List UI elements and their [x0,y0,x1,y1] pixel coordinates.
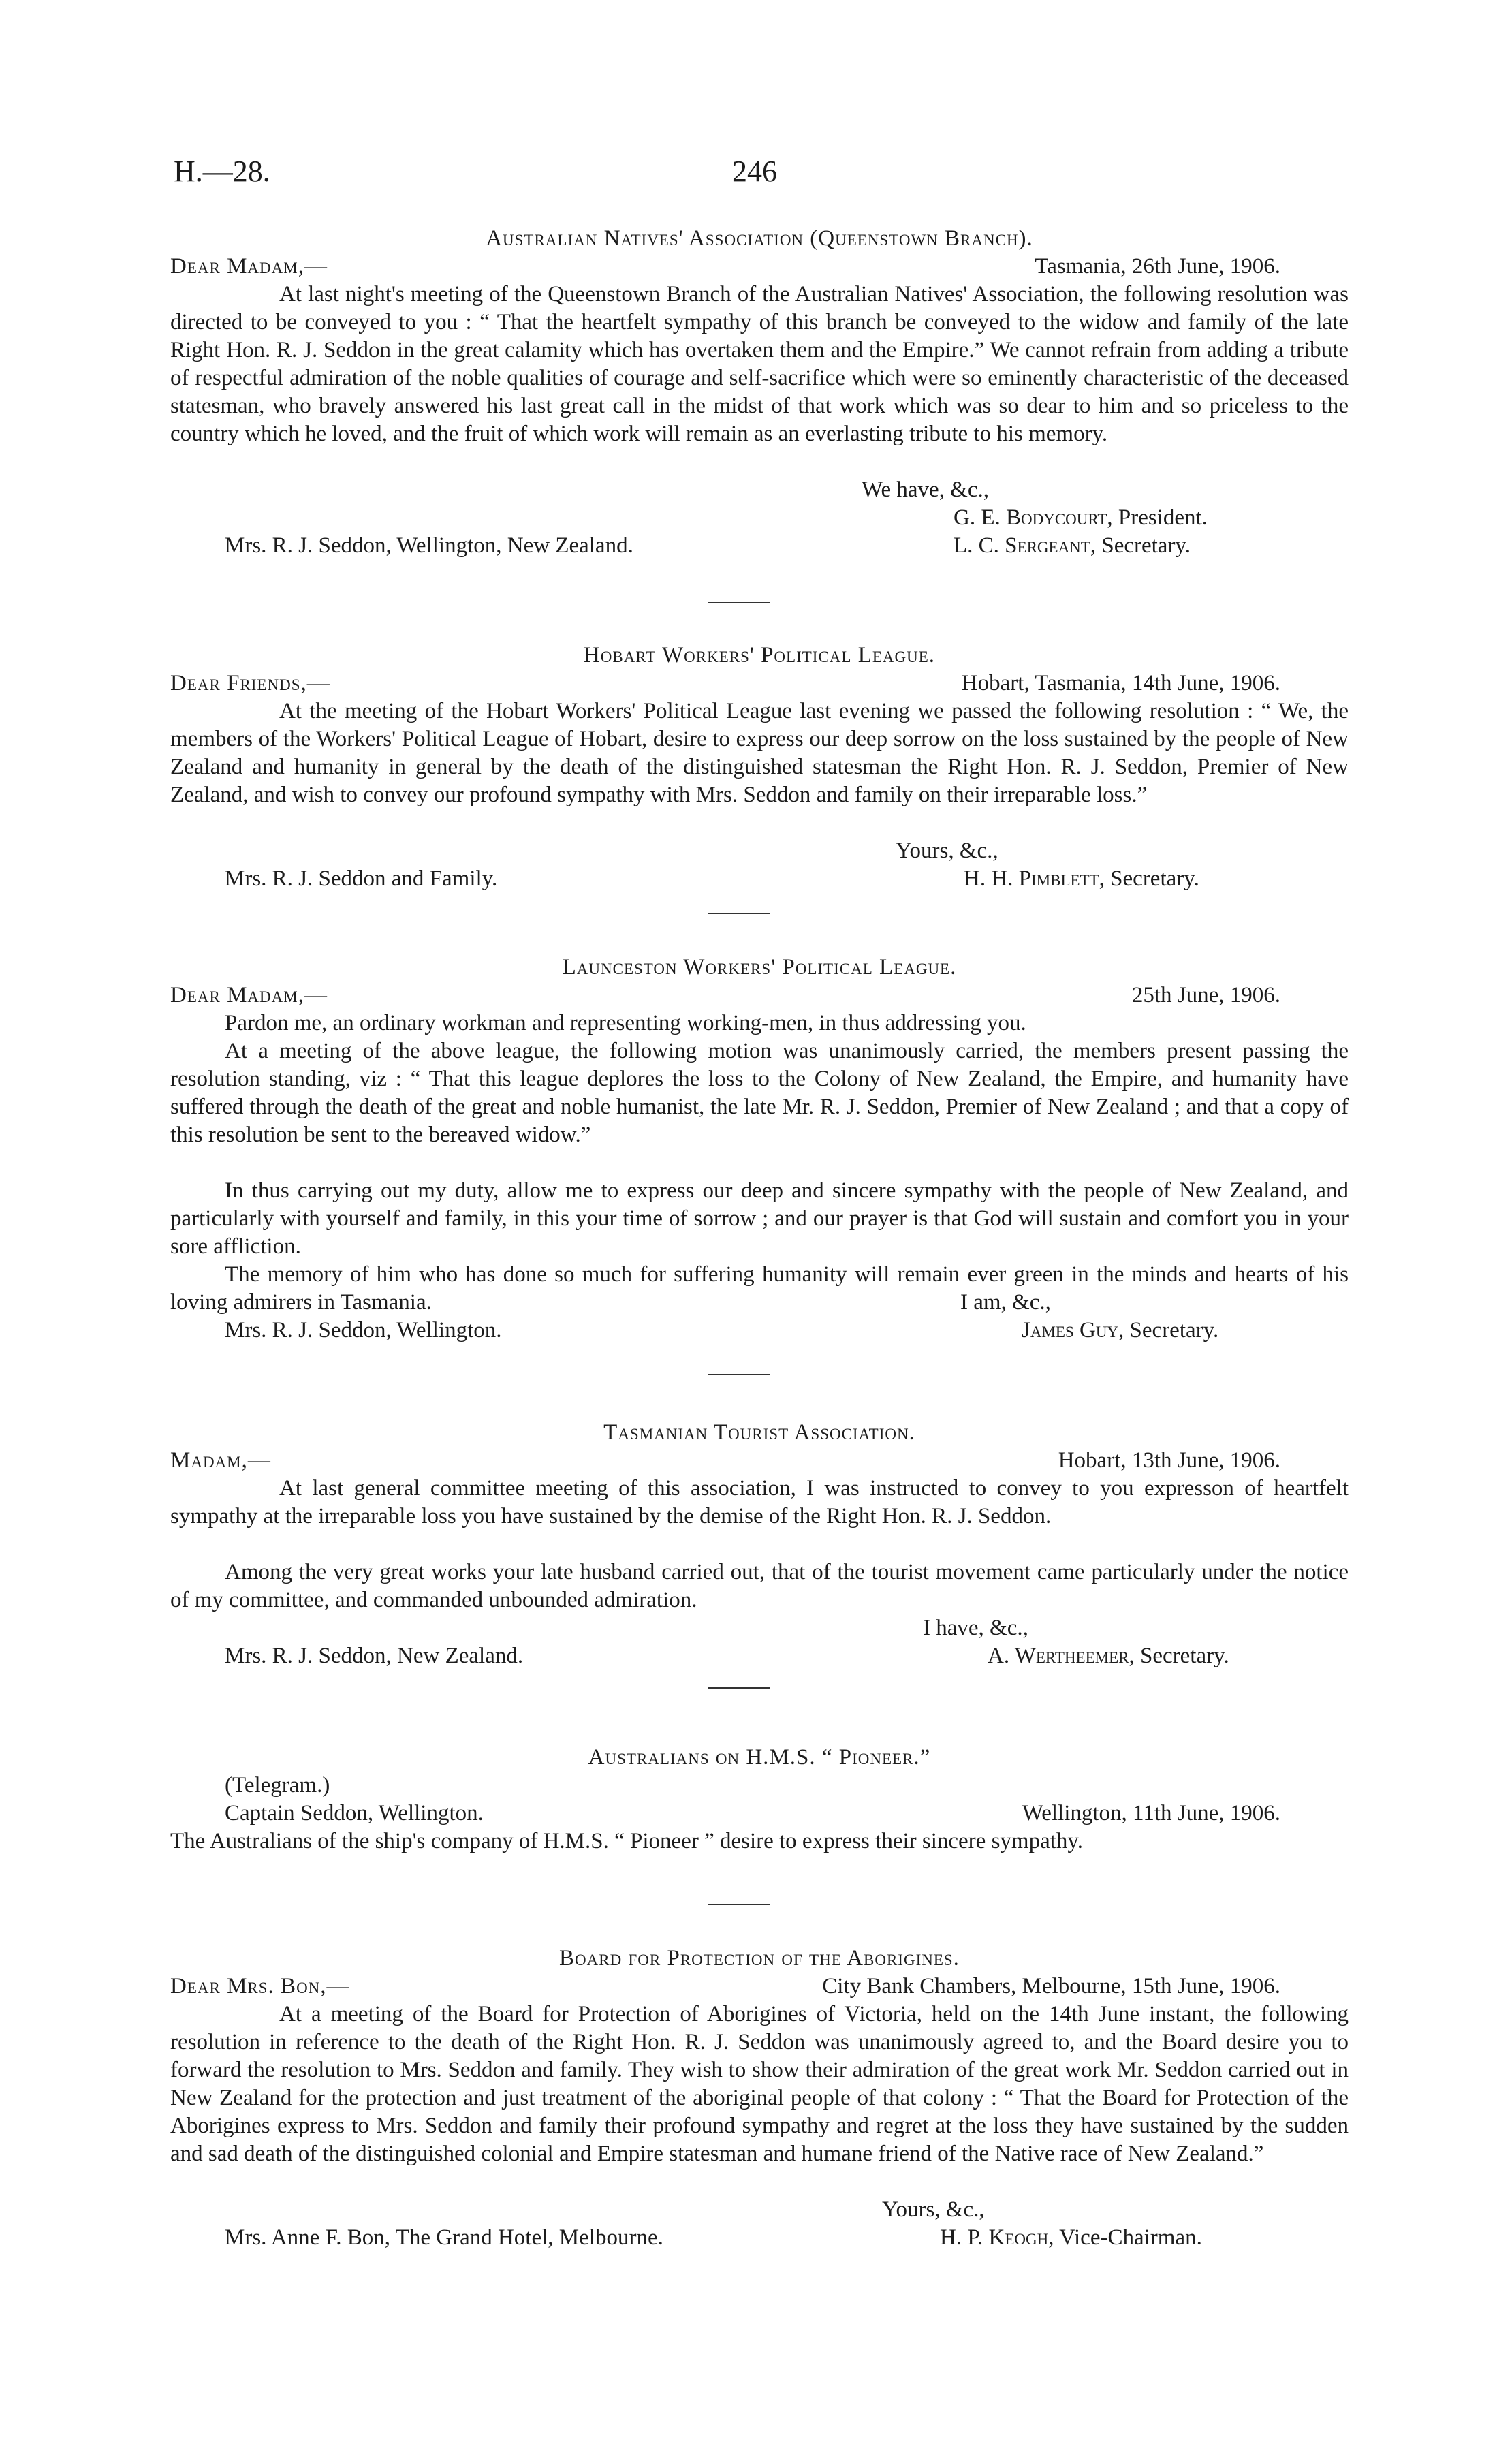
signatory-title: Secretary. [1101,533,1191,558]
closing: We have, &c., [862,477,990,502]
addressee: Captain Seddon, Wellington. [225,1801,484,1825]
signatory-title: Secretary. [1110,866,1199,891]
closing: I have, &c., [923,1616,1028,1640]
telegram-hms-pioneer [170,1744,1349,1855]
signature [964,865,1199,893]
section-divider [708,913,770,914]
paragraph: At last general committee meeting of this association, I was instructed to convey to you expresson of heartfelt sympathy at the irreparable loss you have sustained by the demise of the Right Hon. R. J. Seddon. [170,1476,1349,1528]
signatory-title: Vice-Chairman. [1059,2225,1202,2250]
addressee: Mrs. Anne F. Bon, The Grand Hotel, Melbourne. [225,2225,663,2250]
salutation: Dear Madam,— [170,983,328,1007]
signatory-title: Secretary. [1129,1318,1219,1343]
letter-body: At the meeting of the Hobart Workers' Political League last evening we passed the following resolution : “ We, the members of the Workers' Political League of Hobart, desire to express our deep sorrow on the loss sustained by the people of New Zealand and humanity in general by the death of the distinguished statesman the Right Hon. R. J. Seddon, Premier of New Zealand, and wish to convey our profound sympathy with Mrs. Seddon and family on their irreparable loss.” [170,699,1349,807]
section-divider [708,1374,770,1375]
salutation: Dear Madam,— [170,254,328,279]
place-date: Hobart, Tasmania, 14th June, 1906. [961,671,1280,695]
signatory-title: President. [1118,505,1208,530]
signature [988,1642,1229,1670]
addressee: Mrs. R. J. Seddon, New Zealand. [225,1644,524,1668]
closing: I am, &c., [960,1290,1051,1315]
page-number: 246 [732,155,777,188]
telegram-body: The Australians of the ship's company of H.M.S. “ Pioneer ” desire to express their sincere sympathy. [170,1829,1083,1853]
signatory-name: James Guy, [1022,1318,1124,1343]
salutation: Madam,— [170,1448,271,1473]
section-divider [708,602,770,603]
section-divider [708,1687,770,1689]
signatory-name: L. C. Sergeant, [954,533,1097,558]
letter-hobart-workers [170,642,1349,893]
signature [1022,1317,1218,1345]
signatory-title: Secretary. [1140,1644,1229,1668]
letter-tasmanian-tourist [170,1419,1349,1670]
place-date: City Bank Chambers, Melbourne, 15th June, 1906. [822,1974,1280,1998]
place-date: Hobart, 13th June, 1906. [1058,1448,1280,1473]
section-title: Hobart Workers' Political League. [583,643,936,668]
signatory-name: A. Wertheemer, [988,1644,1135,1668]
addressee: Mrs. R. J. Seddon, Wellington. [225,1318,502,1343]
section-title: Australians on H.M.S. “ Pioneer.” [588,1745,931,1770]
document-reference: H.—28. [174,155,270,188]
paragraph: The memory of him who has done so much for suffering humanity will remain ever green in the minds and hearts of his loving admirers in Tasmania. [170,1262,1349,1315]
telegram-note: (Telegram.) [225,1773,330,1798]
addressee: Mrs. R. J. Seddon, Wellington, New Zealand. [225,533,633,558]
salutation: Dear Mrs. Bon,— [170,1974,350,1998]
date: 25th June, 1906. [1131,983,1280,1007]
letter-launceston-workers [170,954,1349,1345]
salutation: Dear Friends,— [170,671,330,695]
section-divider [708,1904,770,1905]
signatory-name: H. P. Keogh, [940,2225,1054,2250]
section-title: Launceston Workers' Political League. [562,955,957,979]
place-date: Tasmania, 26th June, 1906. [1035,254,1280,279]
letter-body: At last night's meeting of the Queenstown Branch of the Australian Natives' Association, the following resolution was directed to be conveyed to you : “ That the heartfelt sympathy of this branch be conveyed to the widow and family of the late Right Hon. R. J. Seddon in the great calamity which has overtaken them and the Empire.” We cannot refrain from adding a tribute of respectful admiration of the noble qualities of courage and self-sacrifice which were so eminently characteristic of the deceased statesman, who bravely answered his last great call in the midst of that work which was so dear to him and so priceless to the country which he loved, and the fruit of which work will remain as an everlasting tribute to his memory. [170,282,1349,446]
paragraph: Pardon me, an ordinary workman and representing working-men, in thus addressing you. [225,1011,1026,1035]
closing: Yours, &c., [882,2197,985,2222]
section-title: Tasmanian Tourist Association. [603,1420,915,1445]
paragraph: In thus carrying out my duty, allow me to express our deep and sincere sympathy with the people of New Zealand, and particularly with yourself and family, in this your time of sorrow ; and our prayer is that God will sustain and comfort you in your sore affliction. [170,1178,1349,1259]
section-title: Australian Natives' Association (Queenstown Branch). [486,226,1033,251]
signature [940,2224,1202,2252]
signature [954,504,1208,532]
letter-aborigines-board [170,1945,1349,2252]
paragraph: At a meeting of the above league, the following motion was unanimously carried, the members present passing the resolution standing, viz : “ That this league deplores the loss to the Colony of New Zealand, the Empire, and humanity have suffered through the death of the great and noble humanist, the late Mr. R. J. Seddon, Premier of New Zealand ; and that a copy of this resolution be sent to the bereaved widow.” [170,1039,1349,1147]
letter-body: At a meeting of the Board for Protection of Aborigines of Victoria, held on the 14th June instant, the following resolution in reference to the death of the Right Hon. R. J. Seddon was unanimously agreed to, and the Board desire you to forward the resolution to Mrs. Seddon and family. They wish to show their admiration of the great work Mr. Seddon carried out in New Zealand for the protection and just treatment of the aboriginal people of that colony : “ That the Board for Protection of the Aborigines express to Mrs. Seddon and family their profound sympathy and regret at the loss they have sustained by the sudden and sad death of the distinguished colonial and Empire statesman and humane friend of the Native race of New Zealand.” [170,2002,1349,2166]
addressee: Mrs. R. J. Seddon and Family. [225,866,498,891]
signatory-name: G. E. Bodycourt, [954,505,1113,530]
signatory-name: H. H. Pimblett, [964,866,1105,891]
letter-queenstown-branch [170,225,1349,560]
place-date: Wellington, 11th June, 1906. [1022,1801,1280,1825]
section-title: Board for Protection of the Aborigines. [559,1946,960,1971]
closing: Yours, &c., [896,838,998,863]
paragraph: Among the very great works your late husband carried out, that of the tourist movement came particularly under the notice of my committee, and commanded unbounded admiration. [170,1560,1349,1612]
signature [954,532,1191,560]
